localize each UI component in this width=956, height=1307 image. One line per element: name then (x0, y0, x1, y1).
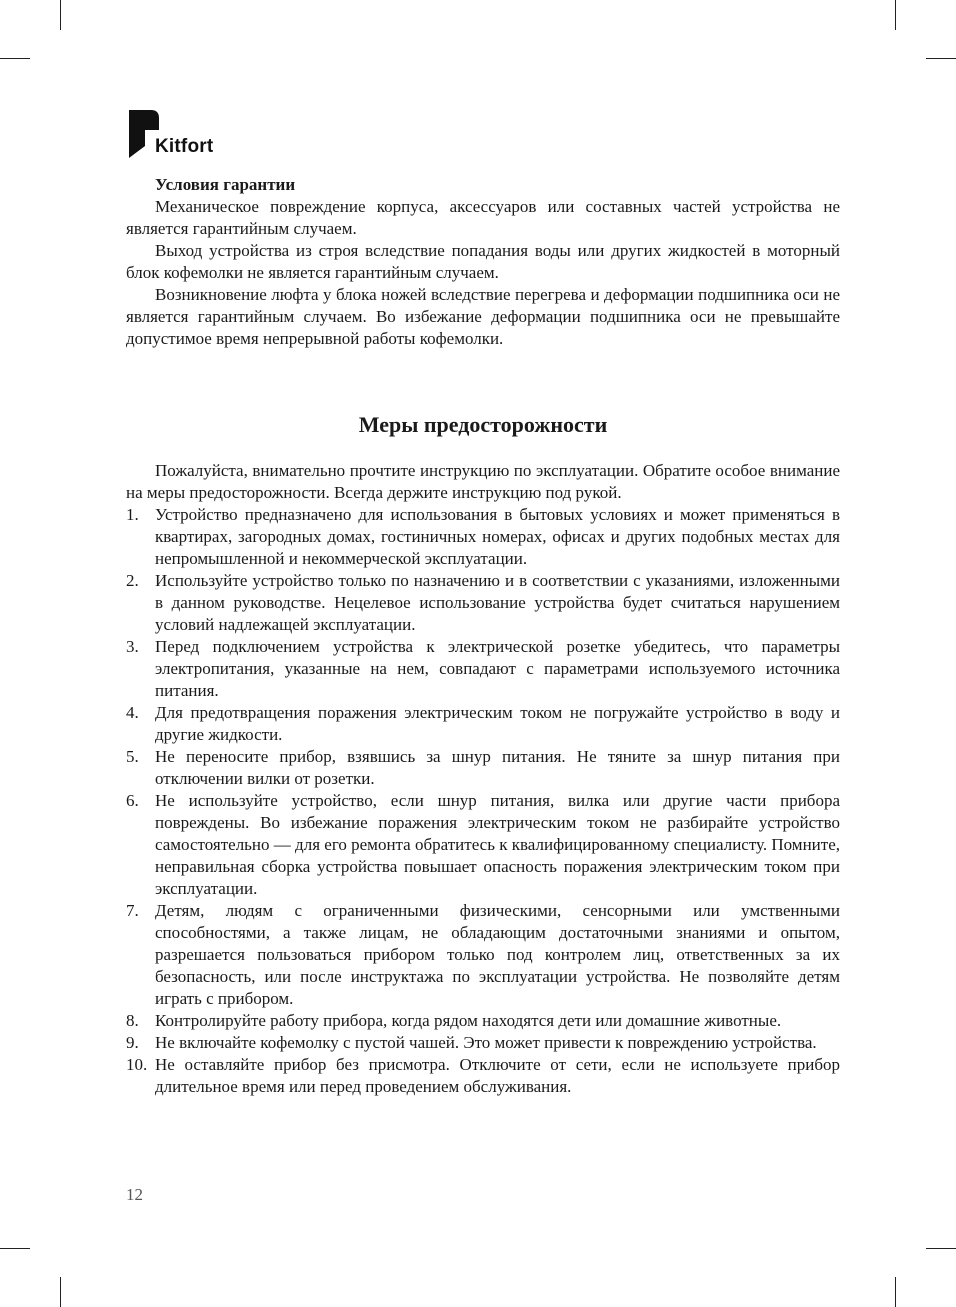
warranty-paragraph: Механическое повреждение корпуса, аксессуаров или составных частей устройства не является гарантийным случаем. (126, 197, 840, 238)
item-number: 4. (126, 703, 139, 722)
precautions-section (126, 460, 840, 1098)
crop-mark (926, 1248, 956, 1249)
item-text: Не используйте устройство, если шнур питания, вилка или другие части прибора повреждены. Во избежание поражения электрическим током не разбирайте устройство самостоятельно — для его ремонта обратитесь к квалифицированному специалисту. Помните, неправильная сборка устройства повышает опасность поражения электрическим током при эксплуатации. (155, 791, 840, 898)
list-item (126, 1010, 840, 1032)
crop-mark (926, 58, 956, 59)
item-text: Детям, людям с ограниченными физическими, сенсорными или умственными способностями, а также лицам, не обладающим достаточными знаниями и опытом, разрешается пользоваться прибором только под контролем лиц, ответственных за их безопасность, или после инструктажа по эксплуатации устройства. Не позволяйте детям играть с прибором. (155, 901, 840, 1008)
item-text: Перед подключением устройства к электрической розетке убедитесь, что параметры электропитания, указанные на нем, совпадают с параметрами используемого источника питания. (155, 637, 840, 700)
warranty-paragraph: Возникновение люфта у блока ножей вследствие перегрева и деформации подшипника оси не является гарантийным случаем. Во избежание деформации подшипника оси не превышайте допустимое время непрерывной работы кофемолки. (126, 285, 840, 348)
warranty-title: Условия гарантии (155, 175, 296, 194)
item-text: Используйте устройство только по назначению и в соответствии с указаниями, изложенными в данном руководстве. Нецелевое использование устройства будет считаться нарушением условий надлежащей эксплуатации. (155, 571, 840, 634)
item-number: 5. (126, 747, 139, 766)
list-item (126, 900, 840, 1010)
item-number: 9. (126, 1033, 139, 1052)
warranty-paragraph: Выход устройства из строя вследствие попадания воды или других жидкостей в моторный блок кофемолки не является гарантийным случаем. (126, 241, 840, 282)
brand-name: Kitfort (155, 136, 214, 157)
crop-mark (0, 1248, 30, 1249)
item-number: 3. (126, 637, 139, 656)
precautions-title: Меры предосторожности (358, 412, 608, 437)
item-number: 1. (126, 505, 139, 524)
list-item (126, 790, 840, 900)
item-text: Устройство предназначено для использования в бытовых условиях и может применяться в квартирах, загородных домах, гостиничных номерах, офисах и других подобных местах для непромышленной и некоммерческой эксплуатации. (155, 505, 840, 568)
list-item (126, 636, 840, 702)
precautions-intro: Пожалуйста, внимательно прочтите инструкцию по эксплуатации. Обратите особое внимание на меры предосторожности. Всегда держите инструкцию под рукой. (126, 461, 840, 502)
item-number: 10. (126, 1055, 148, 1074)
item-text: Не включайте кофемолку с пустой чашей. Это может привести к повреждению устройства. (155, 1033, 817, 1052)
list-item (126, 746, 840, 790)
brand-logo (127, 108, 237, 158)
precautions-list (126, 504, 840, 1098)
crop-mark (60, 1277, 61, 1307)
page-number: 12 (126, 1185, 143, 1204)
item-text: Не оставляйте прибор без присмотра. Отключите от сети, если не используете прибор длительное время или перед проведением обслуживания. (155, 1055, 840, 1096)
crop-mark (60, 0, 61, 30)
item-number: 6. (126, 791, 139, 810)
crop-mark (895, 0, 896, 30)
list-item (126, 702, 840, 746)
list-item (126, 1032, 840, 1054)
list-item (126, 570, 840, 636)
item-number: 2. (126, 571, 139, 590)
warranty-section (126, 174, 840, 350)
item-text: Контролируйте работу прибора, когда рядом находятся дети или домашние животные. (155, 1011, 782, 1030)
item-number: 8. (126, 1011, 139, 1030)
item-text: Не переносите прибор, взявшись за шнур питания. Не тяните за шнур питания при отключении вилки от розетки. (155, 747, 840, 788)
item-text: Для предотвращения поражения электрическим током не погружайте устройство в воду и другие жидкости. (155, 703, 840, 744)
item-number: 7. (126, 901, 139, 920)
crop-mark (895, 1277, 896, 1307)
list-item (126, 504, 840, 570)
crop-mark (0, 58, 30, 59)
list-item (126, 1054, 840, 1098)
